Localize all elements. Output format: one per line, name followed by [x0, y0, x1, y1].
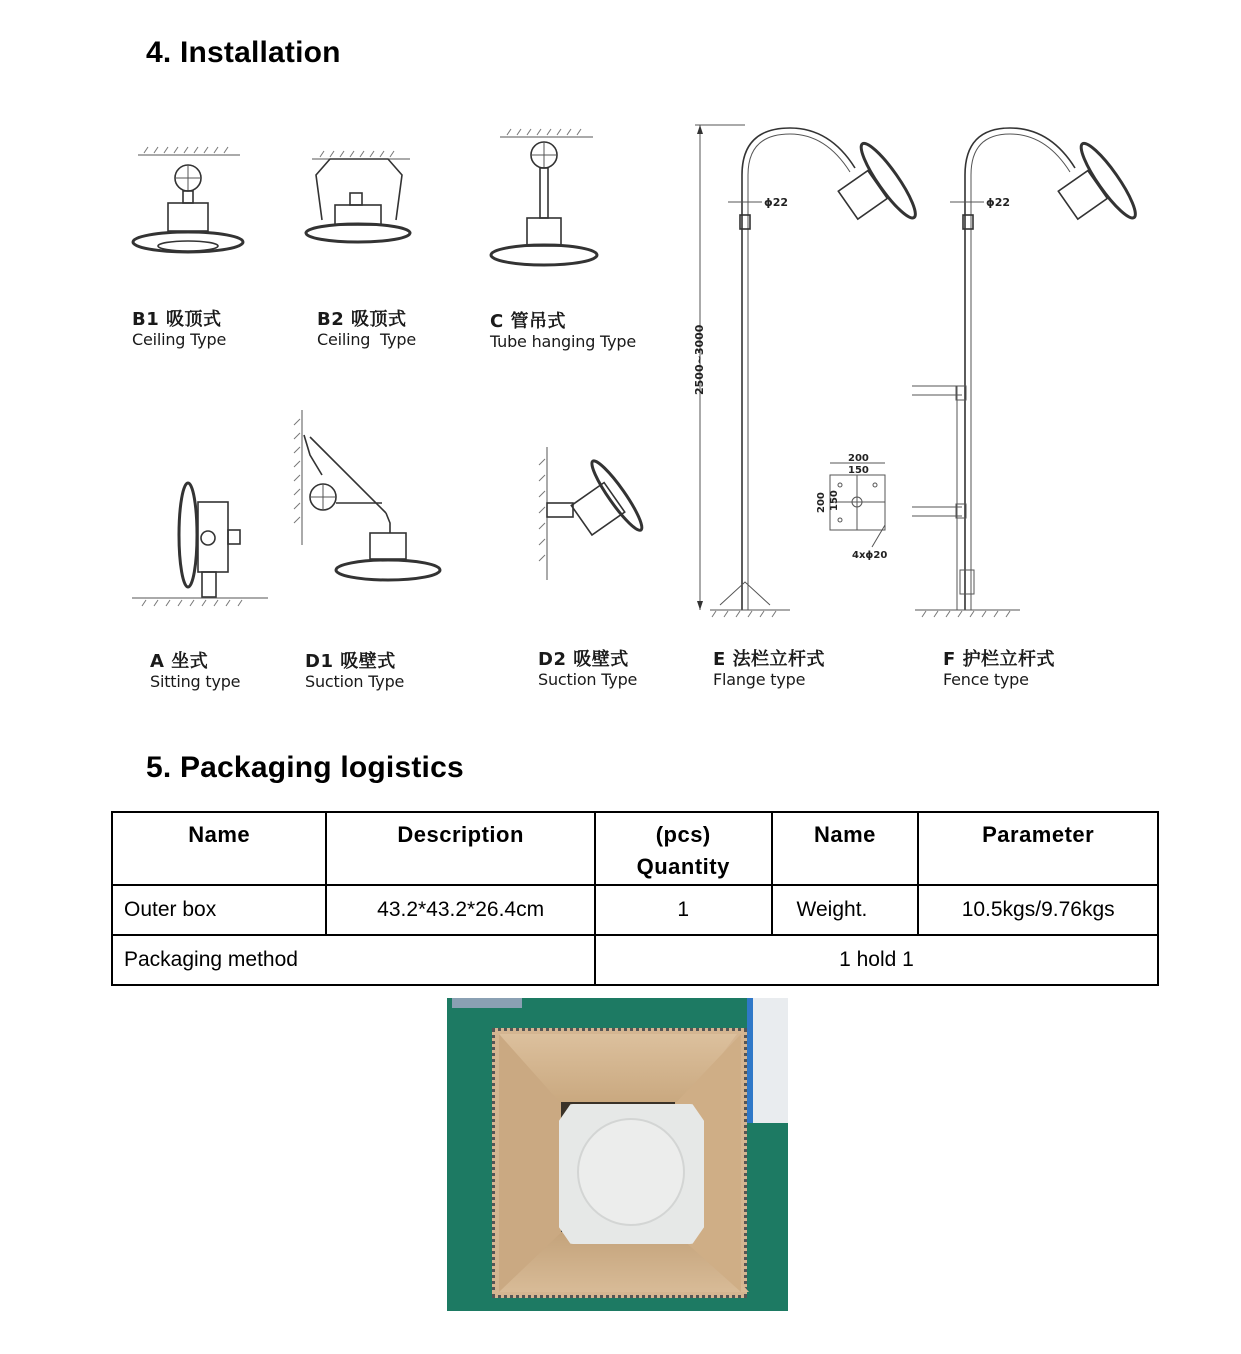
header-name: Name	[112, 812, 326, 885]
foam-circle	[577, 1118, 685, 1226]
svg-text:4xϕ20: 4xϕ20	[852, 550, 888, 561]
header-name-2: Name	[772, 812, 919, 885]
c-tube-hanging-diagram	[485, 125, 605, 275]
d2-suction-diagram	[535, 445, 655, 585]
caption-f: F 护栏立杆式 Fence type	[943, 649, 1056, 689]
svg-text:150: 150	[829, 490, 840, 511]
d1-suction-diagram	[290, 405, 450, 590]
cell-weight-value: 10.5kgs/9.76kgs	[918, 885, 1158, 935]
svg-text:150: 150	[848, 465, 869, 476]
cell-dimensions: 43.2*43.2*26.4cm	[326, 885, 595, 935]
section-title-installation: 4. Installation	[146, 36, 341, 69]
header-parameter: Parameter	[918, 812, 1158, 885]
header-description: Description	[326, 812, 595, 885]
svg-text:200: 200	[848, 453, 869, 464]
table-header-row	[112, 812, 1158, 885]
caption-c: C 管吊式 Tube hanging Type	[490, 311, 636, 351]
packaging-photo	[447, 998, 788, 1311]
caption-a: A 坐式 Sitting type	[150, 651, 241, 691]
caption-d1: D1 吸壁式 Suction Type	[305, 651, 405, 691]
a-sitting-diagram	[130, 480, 270, 610]
svg-text:200: 200	[816, 492, 827, 513]
cell-outer-box: Outer box	[112, 885, 326, 935]
caption-b1: B1 吸顶式 Ceiling Type	[132, 309, 227, 349]
b2-ceiling-diagram	[300, 145, 420, 255]
svg-text:ϕ22: ϕ22	[764, 196, 789, 209]
cell-quantity: 1	[595, 885, 772, 935]
background-object	[452, 998, 522, 1008]
caption-d2: D2 吸壁式 Suction Type	[538, 649, 638, 689]
caption-b2: B2 吸顶式 Ceiling Type	[317, 309, 416, 349]
caption-e: E 法栏立杆式 Flange type	[713, 649, 826, 689]
cell-weight-label: Weight.	[772, 885, 919, 935]
svg-text:ϕ22: ϕ22	[986, 196, 1011, 209]
header-quantity: (pcs) Quantity	[595, 812, 772, 885]
pole-height-dimension: 2500~3000	[693, 324, 706, 395]
packaging-table	[111, 811, 1159, 986]
table-row	[112, 935, 1158, 985]
e-flange-pole-diagram	[690, 120, 930, 620]
table-row	[112, 885, 1158, 935]
background-box	[747, 998, 788, 1123]
cell-packaging-method-value: 1 hold 1	[595, 935, 1158, 985]
f-fence-pole-diagram	[910, 120, 1150, 620]
b1-ceiling-diagram	[130, 145, 250, 265]
section-title-packaging: 5. Packaging logistics	[146, 751, 464, 784]
cell-packaging-method-label: Packaging method	[112, 935, 595, 985]
